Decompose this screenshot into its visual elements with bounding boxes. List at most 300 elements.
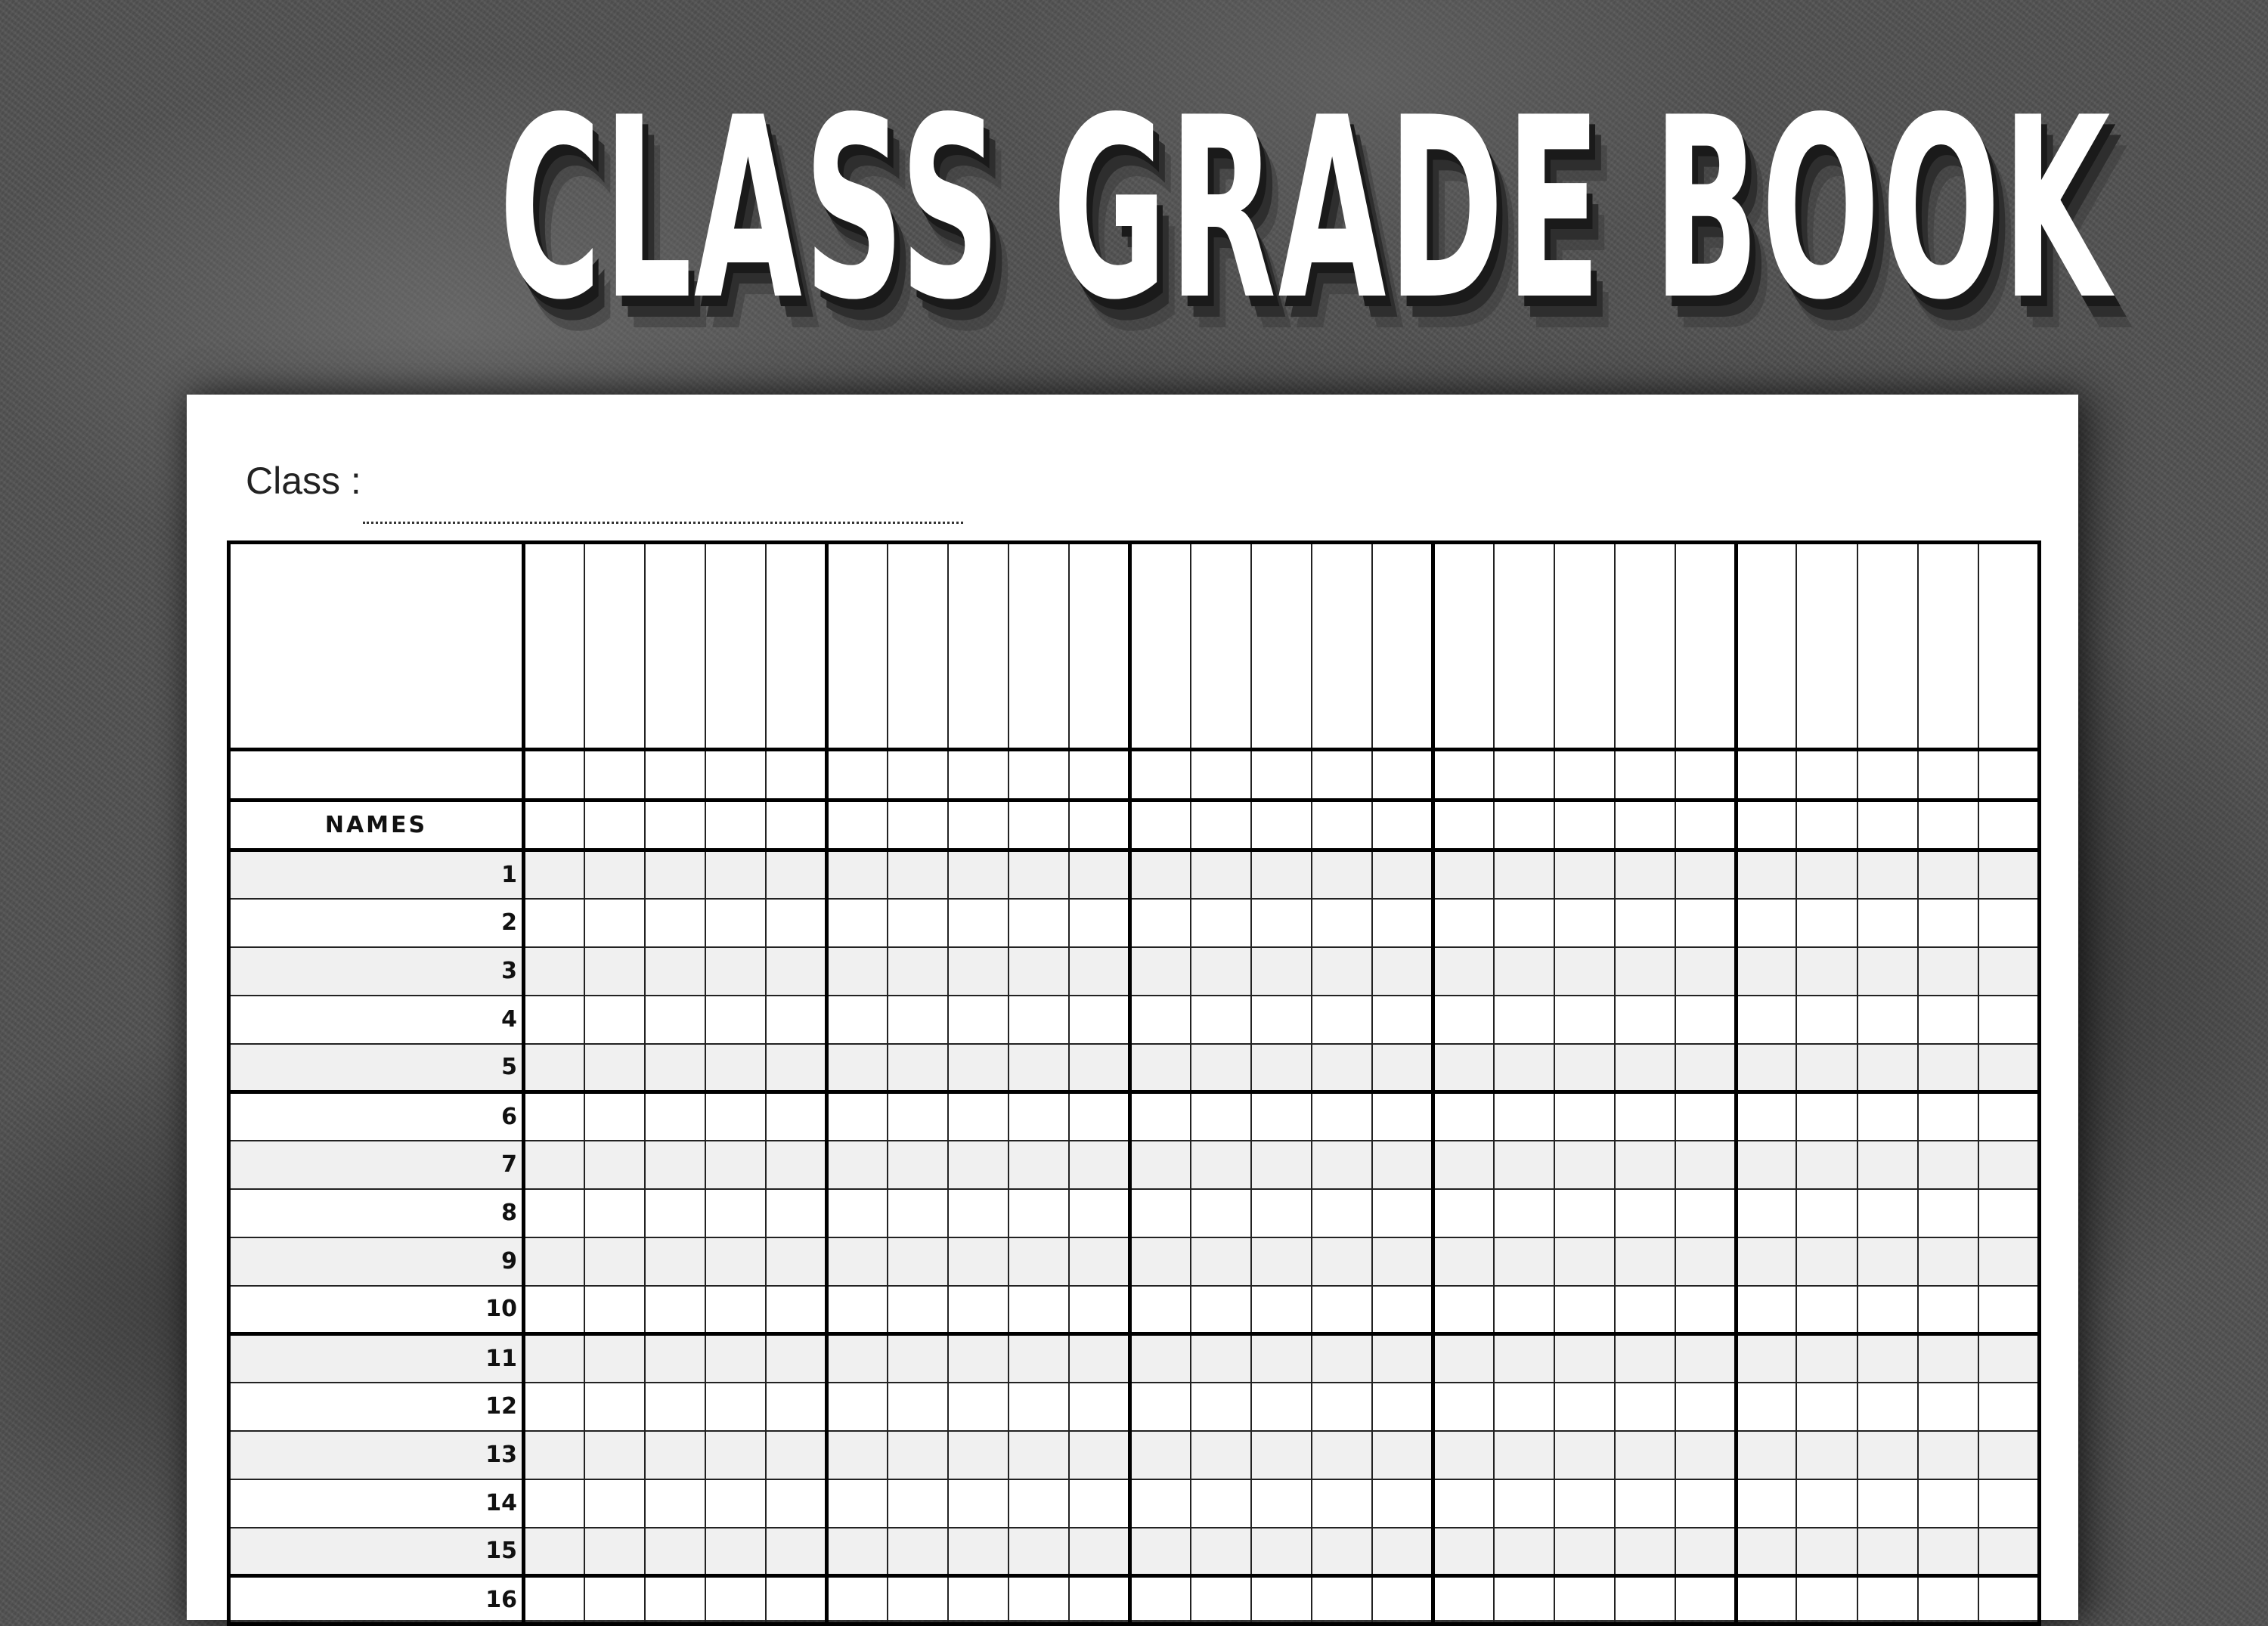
- student-grade-cell[interactable]: [1736, 947, 1796, 996]
- student-grade-cell[interactable]: [1251, 1431, 1312, 1479]
- student-grade-cell[interactable]: [1796, 1528, 1857, 1576]
- student-grade-cell[interactable]: [1069, 1383, 1129, 1431]
- student-grade-cell[interactable]: [1009, 850, 1069, 899]
- student-grade-cell[interactable]: [524, 1383, 584, 1431]
- student-grade-cell[interactable]: [1251, 1576, 1312, 1624]
- student-grade-cell[interactable]: [705, 899, 766, 947]
- student-grade-cell[interactable]: [1433, 1431, 1493, 1479]
- student-grade-cell[interactable]: [645, 1576, 705, 1624]
- student-grade-cell[interactable]: [1978, 1189, 2040, 1237]
- student-grade-cell[interactable]: [1554, 1431, 1615, 1479]
- student-grade-cell[interactable]: [1736, 1479, 1796, 1528]
- student-grade-cell[interactable]: [1372, 996, 1433, 1044]
- student-grade-cell[interactable]: [1009, 1237, 1069, 1286]
- student-grade-cell[interactable]: [766, 1528, 826, 1576]
- student-grade-cell[interactable]: [1433, 850, 1493, 899]
- student-grade-cell[interactable]: [1009, 1334, 1069, 1383]
- student-grade-cell[interactable]: [1069, 1479, 1129, 1528]
- student-grade-cell[interactable]: [888, 850, 948, 899]
- student-grade-cell[interactable]: [524, 1479, 584, 1528]
- assignment-score-grade-cell[interactable]: [1978, 801, 2040, 850]
- student-grade-cell[interactable]: [524, 1334, 584, 1383]
- student-grade-cell[interactable]: [1433, 1286, 1493, 1334]
- student-grade-cell[interactable]: [1796, 1092, 1857, 1141]
- student-name-cell[interactable]: 15: [229, 1528, 524, 1576]
- student-grade-cell[interactable]: [888, 899, 948, 947]
- student-grade-cell[interactable]: [1251, 1383, 1312, 1431]
- assignment-title-grade-cell[interactable]: [1069, 543, 1129, 750]
- assignment-score-grade-cell[interactable]: [1129, 801, 1190, 850]
- student-grade-cell[interactable]: [1494, 1576, 1554, 1624]
- student-grade-cell[interactable]: [645, 850, 705, 899]
- student-grade-cell[interactable]: [1009, 1044, 1069, 1092]
- student-grade-cell[interactable]: [1675, 1092, 1736, 1141]
- student-grade-cell[interactable]: [1494, 850, 1554, 899]
- student-grade-cell[interactable]: [1009, 1431, 1069, 1479]
- student-grade-cell[interactable]: [1009, 1189, 1069, 1237]
- student-grade-cell[interactable]: [948, 1189, 1009, 1237]
- student-grade-cell[interactable]: [1615, 1383, 1675, 1431]
- student-grade-cell[interactable]: [1918, 1479, 1978, 1528]
- student-grade-cell[interactable]: [1372, 1286, 1433, 1334]
- student-grade-cell[interactable]: [584, 947, 645, 996]
- student-grade-cell[interactable]: [1009, 1479, 1069, 1528]
- student-grade-cell[interactable]: [766, 1286, 826, 1334]
- student-grade-cell[interactable]: [1129, 1576, 1190, 1624]
- student-grade-cell[interactable]: [1009, 1286, 1069, 1334]
- student-grade-cell[interactable]: [1433, 1334, 1493, 1383]
- assignment-date-grade-cell[interactable]: [1372, 750, 1433, 801]
- student-grade-cell[interactable]: [888, 1286, 948, 1334]
- student-grade-cell[interactable]: [1554, 947, 1615, 996]
- student-grade-cell[interactable]: [1796, 899, 1857, 947]
- assignment-score-grade-cell[interactable]: [1251, 801, 1312, 850]
- assignment-score-grade-cell[interactable]: [1615, 801, 1675, 850]
- student-name-cell[interactable]: 8: [229, 1189, 524, 1237]
- assignment-score-grade-cell[interactable]: [1675, 801, 1736, 850]
- student-grade-cell[interactable]: [1129, 1092, 1190, 1141]
- student-grade-cell[interactable]: [948, 1286, 1009, 1334]
- assignment-date-grade-cell[interactable]: [1069, 750, 1129, 801]
- student-grade-cell[interactable]: [1857, 1237, 1918, 1286]
- student-grade-cell[interactable]: [1918, 1383, 1978, 1431]
- student-grade-cell[interactable]: [1615, 1237, 1675, 1286]
- student-grade-cell[interactable]: [766, 1576, 826, 1624]
- student-grade-cell[interactable]: [705, 850, 766, 899]
- student-grade-cell[interactable]: [645, 1383, 705, 1431]
- student-grade-cell[interactable]: [1251, 1286, 1312, 1334]
- student-grade-cell[interactable]: [1918, 1044, 1978, 1092]
- student-grade-cell[interactable]: [1796, 996, 1857, 1044]
- student-grade-cell[interactable]: [1433, 947, 1493, 996]
- assignment-date-grade-cell[interactable]: [1615, 750, 1675, 801]
- student-grade-cell[interactable]: [1251, 1479, 1312, 1528]
- student-grade-cell[interactable]: [524, 1286, 584, 1334]
- assignment-score-grade-cell[interactable]: [524, 801, 584, 850]
- student-grade-cell[interactable]: [645, 1431, 705, 1479]
- student-grade-cell[interactable]: [1615, 1092, 1675, 1141]
- student-grade-cell[interactable]: [1554, 1189, 1615, 1237]
- student-grade-cell[interactable]: [1312, 1189, 1372, 1237]
- student-grade-cell[interactable]: [1191, 1576, 1251, 1624]
- student-grade-cell[interactable]: [705, 1431, 766, 1479]
- student-grade-cell[interactable]: [1129, 850, 1190, 899]
- student-grade-cell[interactable]: [1433, 996, 1493, 1044]
- student-grade-cell[interactable]: [1978, 1528, 2040, 1576]
- student-grade-cell[interactable]: [766, 899, 826, 947]
- student-grade-cell[interactable]: [1978, 1286, 2040, 1334]
- student-grade-cell[interactable]: [1009, 1528, 1069, 1576]
- student-grade-cell[interactable]: [948, 947, 1009, 996]
- student-grade-cell[interactable]: [1312, 1528, 1372, 1576]
- student-grade-cell[interactable]: [948, 1237, 1009, 1286]
- student-grade-cell[interactable]: [1857, 1141, 1918, 1189]
- student-grade-cell[interactable]: [1675, 899, 1736, 947]
- assignment-score-grade-cell[interactable]: [584, 801, 645, 850]
- assignment-score-grade-cell[interactable]: [1918, 801, 1978, 850]
- student-grade-cell[interactable]: [1554, 1141, 1615, 1189]
- student-grade-cell[interactable]: [584, 1334, 645, 1383]
- assignment-date-grade-cell[interactable]: [766, 750, 826, 801]
- student-grade-cell[interactable]: [1615, 1576, 1675, 1624]
- student-grade-cell[interactable]: [1494, 1334, 1554, 1383]
- student-grade-cell[interactable]: [705, 1237, 766, 1286]
- assignment-title-grade-cell[interactable]: [1191, 543, 1251, 750]
- student-grade-cell[interactable]: [1736, 1092, 1796, 1141]
- student-grade-cell[interactable]: [705, 1334, 766, 1383]
- assignment-title-grade-cell[interactable]: [1918, 543, 1978, 750]
- student-grade-cell[interactable]: [1554, 899, 1615, 947]
- student-grade-cell[interactable]: [524, 1044, 584, 1092]
- student-grade-cell[interactable]: [1129, 1044, 1190, 1092]
- student-grade-cell[interactable]: [1069, 1431, 1129, 1479]
- student-grade-cell[interactable]: [1857, 996, 1918, 1044]
- student-grade-cell[interactable]: [1675, 1431, 1736, 1479]
- student-grade-cell[interactable]: [1736, 1189, 1796, 1237]
- student-grade-cell[interactable]: [645, 1286, 705, 1334]
- student-grade-cell[interactable]: [1918, 1092, 1978, 1141]
- student-grade-cell[interactable]: [584, 1141, 645, 1189]
- student-grade-cell[interactable]: [705, 1383, 766, 1431]
- student-grade-cell[interactable]: [948, 1479, 1009, 1528]
- student-grade-cell[interactable]: [705, 1044, 766, 1092]
- student-grade-cell[interactable]: [705, 1286, 766, 1334]
- student-grade-cell[interactable]: [948, 1576, 1009, 1624]
- student-grade-cell[interactable]: [1918, 1141, 1978, 1189]
- student-grade-cell[interactable]: [645, 1044, 705, 1092]
- student-grade-cell[interactable]: [1372, 1576, 1433, 1624]
- student-grade-cell[interactable]: [1978, 1431, 2040, 1479]
- student-grade-cell[interactable]: [584, 1528, 645, 1576]
- student-grade-cell[interactable]: [584, 1286, 645, 1334]
- student-grade-cell[interactable]: [1372, 1044, 1433, 1092]
- student-grade-cell[interactable]: [1372, 1141, 1433, 1189]
- student-grade-cell[interactable]: [1796, 1237, 1857, 1286]
- student-grade-cell[interactable]: [1312, 1286, 1372, 1334]
- student-grade-cell[interactable]: [766, 850, 826, 899]
- student-grade-cell[interactable]: [1069, 1237, 1129, 1286]
- student-grade-cell[interactable]: [1494, 1092, 1554, 1141]
- assignment-date-grade-cell[interactable]: [1433, 750, 1493, 801]
- student-grade-cell[interactable]: [1675, 1044, 1736, 1092]
- student-grade-cell[interactable]: [1251, 1237, 1312, 1286]
- assignment-score-grade-cell[interactable]: [1191, 801, 1251, 850]
- student-grade-cell[interactable]: [1554, 1383, 1615, 1431]
- student-grade-cell[interactable]: [1251, 1334, 1312, 1383]
- student-grade-cell[interactable]: [524, 1528, 584, 1576]
- student-grade-cell[interactable]: [766, 1479, 826, 1528]
- student-grade-cell[interactable]: [766, 996, 826, 1044]
- student-grade-cell[interactable]: [1736, 1141, 1796, 1189]
- assignment-date-grade-cell[interactable]: [1857, 750, 1918, 801]
- student-grade-cell[interactable]: [1312, 1479, 1372, 1528]
- student-grade-cell[interactable]: [1069, 1334, 1129, 1383]
- student-name-cell[interactable]: 5: [229, 1044, 524, 1092]
- student-grade-cell[interactable]: [1857, 1431, 1918, 1479]
- assignment-score-grade-cell[interactable]: [1857, 801, 1918, 850]
- assignment-score-grade-cell[interactable]: [948, 801, 1009, 850]
- student-grade-cell[interactable]: [1191, 996, 1251, 1044]
- student-grade-cell[interactable]: [826, 1528, 887, 1576]
- student-grade-cell[interactable]: [705, 1092, 766, 1141]
- student-grade-cell[interactable]: [524, 1576, 584, 1624]
- student-grade-cell[interactable]: [1069, 1141, 1129, 1189]
- student-grade-cell[interactable]: [1978, 1479, 2040, 1528]
- assignment-date-grade-cell[interactable]: [1554, 750, 1615, 801]
- student-grade-cell[interactable]: [888, 1189, 948, 1237]
- student-grade-cell[interactable]: [888, 996, 948, 1044]
- student-name-cell[interactable]: 1: [229, 850, 524, 899]
- student-grade-cell[interactable]: [948, 996, 1009, 1044]
- student-grade-cell[interactable]: [1978, 996, 2040, 1044]
- student-grade-cell[interactable]: [645, 1092, 705, 1141]
- student-grade-cell[interactable]: [1796, 1334, 1857, 1383]
- student-grade-cell[interactable]: [1978, 1044, 2040, 1092]
- assignment-score-grade-cell[interactable]: [1494, 801, 1554, 850]
- student-grade-cell[interactable]: [645, 1479, 705, 1528]
- student-grade-cell[interactable]: [826, 1044, 887, 1092]
- student-grade-cell[interactable]: [705, 1528, 766, 1576]
- student-grade-cell[interactable]: [888, 1528, 948, 1576]
- student-grade-cell[interactable]: [1312, 1431, 1372, 1479]
- student-grade-cell[interactable]: [948, 1141, 1009, 1189]
- student-grade-cell[interactable]: [1675, 1141, 1736, 1189]
- student-grade-cell[interactable]: [1312, 1237, 1372, 1286]
- student-grade-cell[interactable]: [1372, 899, 1433, 947]
- student-grade-cell[interactable]: [584, 1092, 645, 1141]
- assignment-title-grade-cell[interactable]: [1494, 543, 1554, 750]
- student-grade-cell[interactable]: [1796, 1286, 1857, 1334]
- student-grade-cell[interactable]: [1069, 1286, 1129, 1334]
- student-grade-cell[interactable]: [1615, 1431, 1675, 1479]
- student-grade-cell[interactable]: [1857, 1286, 1918, 1334]
- student-grade-cell[interactable]: [1857, 850, 1918, 899]
- student-grade-cell[interactable]: [1372, 1092, 1433, 1141]
- student-grade-cell[interactable]: [645, 1528, 705, 1576]
- student-grade-cell[interactable]: [1918, 947, 1978, 996]
- student-grade-cell[interactable]: [1312, 1576, 1372, 1624]
- student-grade-cell[interactable]: [766, 1431, 826, 1479]
- student-grade-cell[interactable]: [888, 947, 948, 996]
- student-grade-cell[interactable]: [645, 1237, 705, 1286]
- student-grade-cell[interactable]: [1191, 1528, 1251, 1576]
- student-grade-cell[interactable]: [1615, 1141, 1675, 1189]
- student-grade-cell[interactable]: [1312, 1141, 1372, 1189]
- student-grade-cell[interactable]: [1191, 1334, 1251, 1383]
- student-grade-cell[interactable]: [1857, 899, 1918, 947]
- student-grade-cell[interactable]: [1978, 1141, 2040, 1189]
- student-grade-cell[interactable]: [1554, 850, 1615, 899]
- student-grade-cell[interactable]: [826, 850, 887, 899]
- student-grade-cell[interactable]: [1554, 1044, 1615, 1092]
- student-grade-cell[interactable]: [1009, 996, 1069, 1044]
- assignment-score-grade-cell[interactable]: [1069, 801, 1129, 850]
- student-grade-cell[interactable]: [1129, 1479, 1190, 1528]
- student-grade-cell[interactable]: [1736, 1044, 1796, 1092]
- student-grade-cell[interactable]: [1251, 1092, 1312, 1141]
- student-grade-cell[interactable]: [1978, 899, 2040, 947]
- assignment-title-grade-cell[interactable]: [826, 543, 887, 750]
- student-grade-cell[interactable]: [1494, 1479, 1554, 1528]
- student-grade-cell[interactable]: [826, 996, 887, 1044]
- student-grade-cell[interactable]: [1433, 1528, 1493, 1576]
- student-grade-cell[interactable]: [1129, 899, 1190, 947]
- student-grade-cell[interactable]: [1191, 1383, 1251, 1431]
- assignment-title-grade-cell[interactable]: [1978, 543, 2040, 750]
- student-grade-cell[interactable]: [1918, 899, 1978, 947]
- student-grade-cell[interactable]: [1857, 1528, 1918, 1576]
- student-grade-cell[interactable]: [1978, 1383, 2040, 1431]
- student-grade-cell[interactable]: [1978, 1334, 2040, 1383]
- student-grade-cell[interactable]: [766, 1334, 826, 1383]
- assignment-score-grade-cell[interactable]: [1554, 801, 1615, 850]
- student-grade-cell[interactable]: [645, 899, 705, 947]
- student-grade-cell[interactable]: [1978, 947, 2040, 996]
- assignment-date-grade-cell[interactable]: [1918, 750, 1978, 801]
- student-grade-cell[interactable]: [1675, 1286, 1736, 1334]
- student-grade-cell[interactable]: [1312, 947, 1372, 996]
- student-grade-cell[interactable]: [1069, 850, 1129, 899]
- student-grade-cell[interactable]: [1494, 1044, 1554, 1092]
- assignment-date-grade-cell[interactable]: [948, 750, 1009, 801]
- student-grade-cell[interactable]: [948, 850, 1009, 899]
- student-grade-cell[interactable]: [1736, 1528, 1796, 1576]
- student-grade-cell[interactable]: [1251, 1044, 1312, 1092]
- student-grade-cell[interactable]: [1796, 1431, 1857, 1479]
- student-grade-cell[interactable]: [1736, 1383, 1796, 1431]
- student-grade-cell[interactable]: [1736, 996, 1796, 1044]
- student-grade-cell[interactable]: [826, 1189, 887, 1237]
- student-grade-cell[interactable]: [1433, 1092, 1493, 1141]
- student-grade-cell[interactable]: [1009, 947, 1069, 996]
- student-grade-cell[interactable]: [1675, 1383, 1736, 1431]
- student-grade-cell[interactable]: [1554, 1286, 1615, 1334]
- student-grade-cell[interactable]: [1675, 1576, 1736, 1624]
- student-grade-cell[interactable]: [1251, 996, 1312, 1044]
- student-grade-cell[interactable]: [645, 996, 705, 1044]
- student-grade-cell[interactable]: [1312, 1334, 1372, 1383]
- student-grade-cell[interactable]: [524, 899, 584, 947]
- student-grade-cell[interactable]: [584, 850, 645, 899]
- student-grade-cell[interactable]: [826, 1431, 887, 1479]
- student-grade-cell[interactable]: [1312, 1092, 1372, 1141]
- student-grade-cell[interactable]: [524, 1189, 584, 1237]
- student-grade-cell[interactable]: [948, 1044, 1009, 1092]
- student-grade-cell[interactable]: [1918, 1576, 1978, 1624]
- student-grade-cell[interactable]: [1191, 1189, 1251, 1237]
- assignment-title-grade-cell[interactable]: [1433, 543, 1493, 750]
- assignment-title-grade-cell[interactable]: [524, 543, 584, 750]
- assignment-score-grade-cell[interactable]: [1433, 801, 1493, 850]
- student-grade-cell[interactable]: [1918, 996, 1978, 1044]
- assignment-title-grade-cell[interactable]: [1675, 543, 1736, 750]
- student-grade-cell[interactable]: [1251, 850, 1312, 899]
- student-grade-cell[interactable]: [1494, 1528, 1554, 1576]
- student-grade-cell[interactable]: [645, 1334, 705, 1383]
- student-grade-cell[interactable]: [1554, 1576, 1615, 1624]
- assignment-score-grade-cell[interactable]: [645, 801, 705, 850]
- student-grade-cell[interactable]: [584, 899, 645, 947]
- student-grade-cell[interactable]: [1372, 1334, 1433, 1383]
- student-grade-cell[interactable]: [1069, 1092, 1129, 1141]
- student-grade-cell[interactable]: [1736, 1334, 1796, 1383]
- student-name-cell[interactable]: 14: [229, 1479, 524, 1528]
- student-name-cell[interactable]: 9: [229, 1237, 524, 1286]
- student-grade-cell[interactable]: [1918, 1528, 1978, 1576]
- assignment-title-grade-cell[interactable]: [1312, 543, 1372, 750]
- student-grade-cell[interactable]: [1191, 1044, 1251, 1092]
- student-grade-cell[interactable]: [1494, 996, 1554, 1044]
- student-grade-cell[interactable]: [1494, 947, 1554, 996]
- student-grade-cell[interactable]: [1069, 947, 1129, 996]
- student-grade-cell[interactable]: [1554, 1092, 1615, 1141]
- student-grade-cell[interactable]: [1129, 1334, 1190, 1383]
- student-grade-cell[interactable]: [1251, 1528, 1312, 1576]
- student-grade-cell[interactable]: [948, 1092, 1009, 1141]
- student-grade-cell[interactable]: [766, 1092, 826, 1141]
- student-grade-cell[interactable]: [766, 1237, 826, 1286]
- student-name-cell[interactable]: 12: [229, 1383, 524, 1431]
- student-grade-cell[interactable]: [1615, 1189, 1675, 1237]
- student-grade-cell[interactable]: [888, 1576, 948, 1624]
- assignment-date-grade-cell[interactable]: [1129, 750, 1190, 801]
- student-grade-cell[interactable]: [1191, 1237, 1251, 1286]
- student-grade-cell[interactable]: [1009, 1576, 1069, 1624]
- student-grade-cell[interactable]: [1675, 850, 1736, 899]
- student-grade-cell[interactable]: [1494, 1189, 1554, 1237]
- assignment-date-grade-cell[interactable]: [524, 750, 584, 801]
- student-grade-cell[interactable]: [1918, 1237, 1978, 1286]
- student-grade-cell[interactable]: [1918, 1334, 1978, 1383]
- assignment-title-grade-cell[interactable]: [1009, 543, 1069, 750]
- student-grade-cell[interactable]: [1129, 1286, 1190, 1334]
- student-grade-cell[interactable]: [1129, 1237, 1190, 1286]
- student-grade-cell[interactable]: [948, 1334, 1009, 1383]
- student-grade-cell[interactable]: [1918, 1189, 1978, 1237]
- student-name-cell[interactable]: 2: [229, 899, 524, 947]
- student-grade-cell[interactable]: [826, 1092, 887, 1141]
- student-grade-cell[interactable]: [584, 1044, 645, 1092]
- student-grade-cell[interactable]: [1857, 1576, 1918, 1624]
- assignment-title-grade-cell[interactable]: [1251, 543, 1312, 750]
- assignment-score-grade-cell[interactable]: [705, 801, 766, 850]
- student-grade-cell[interactable]: [1312, 850, 1372, 899]
- student-grade-cell[interactable]: [1796, 1189, 1857, 1237]
- student-grade-cell[interactable]: [1251, 1189, 1312, 1237]
- assignment-title-grade-cell[interactable]: [948, 543, 1009, 750]
- assignment-date-grade-cell[interactable]: [1978, 750, 2040, 801]
- student-grade-cell[interactable]: [1191, 1092, 1251, 1141]
